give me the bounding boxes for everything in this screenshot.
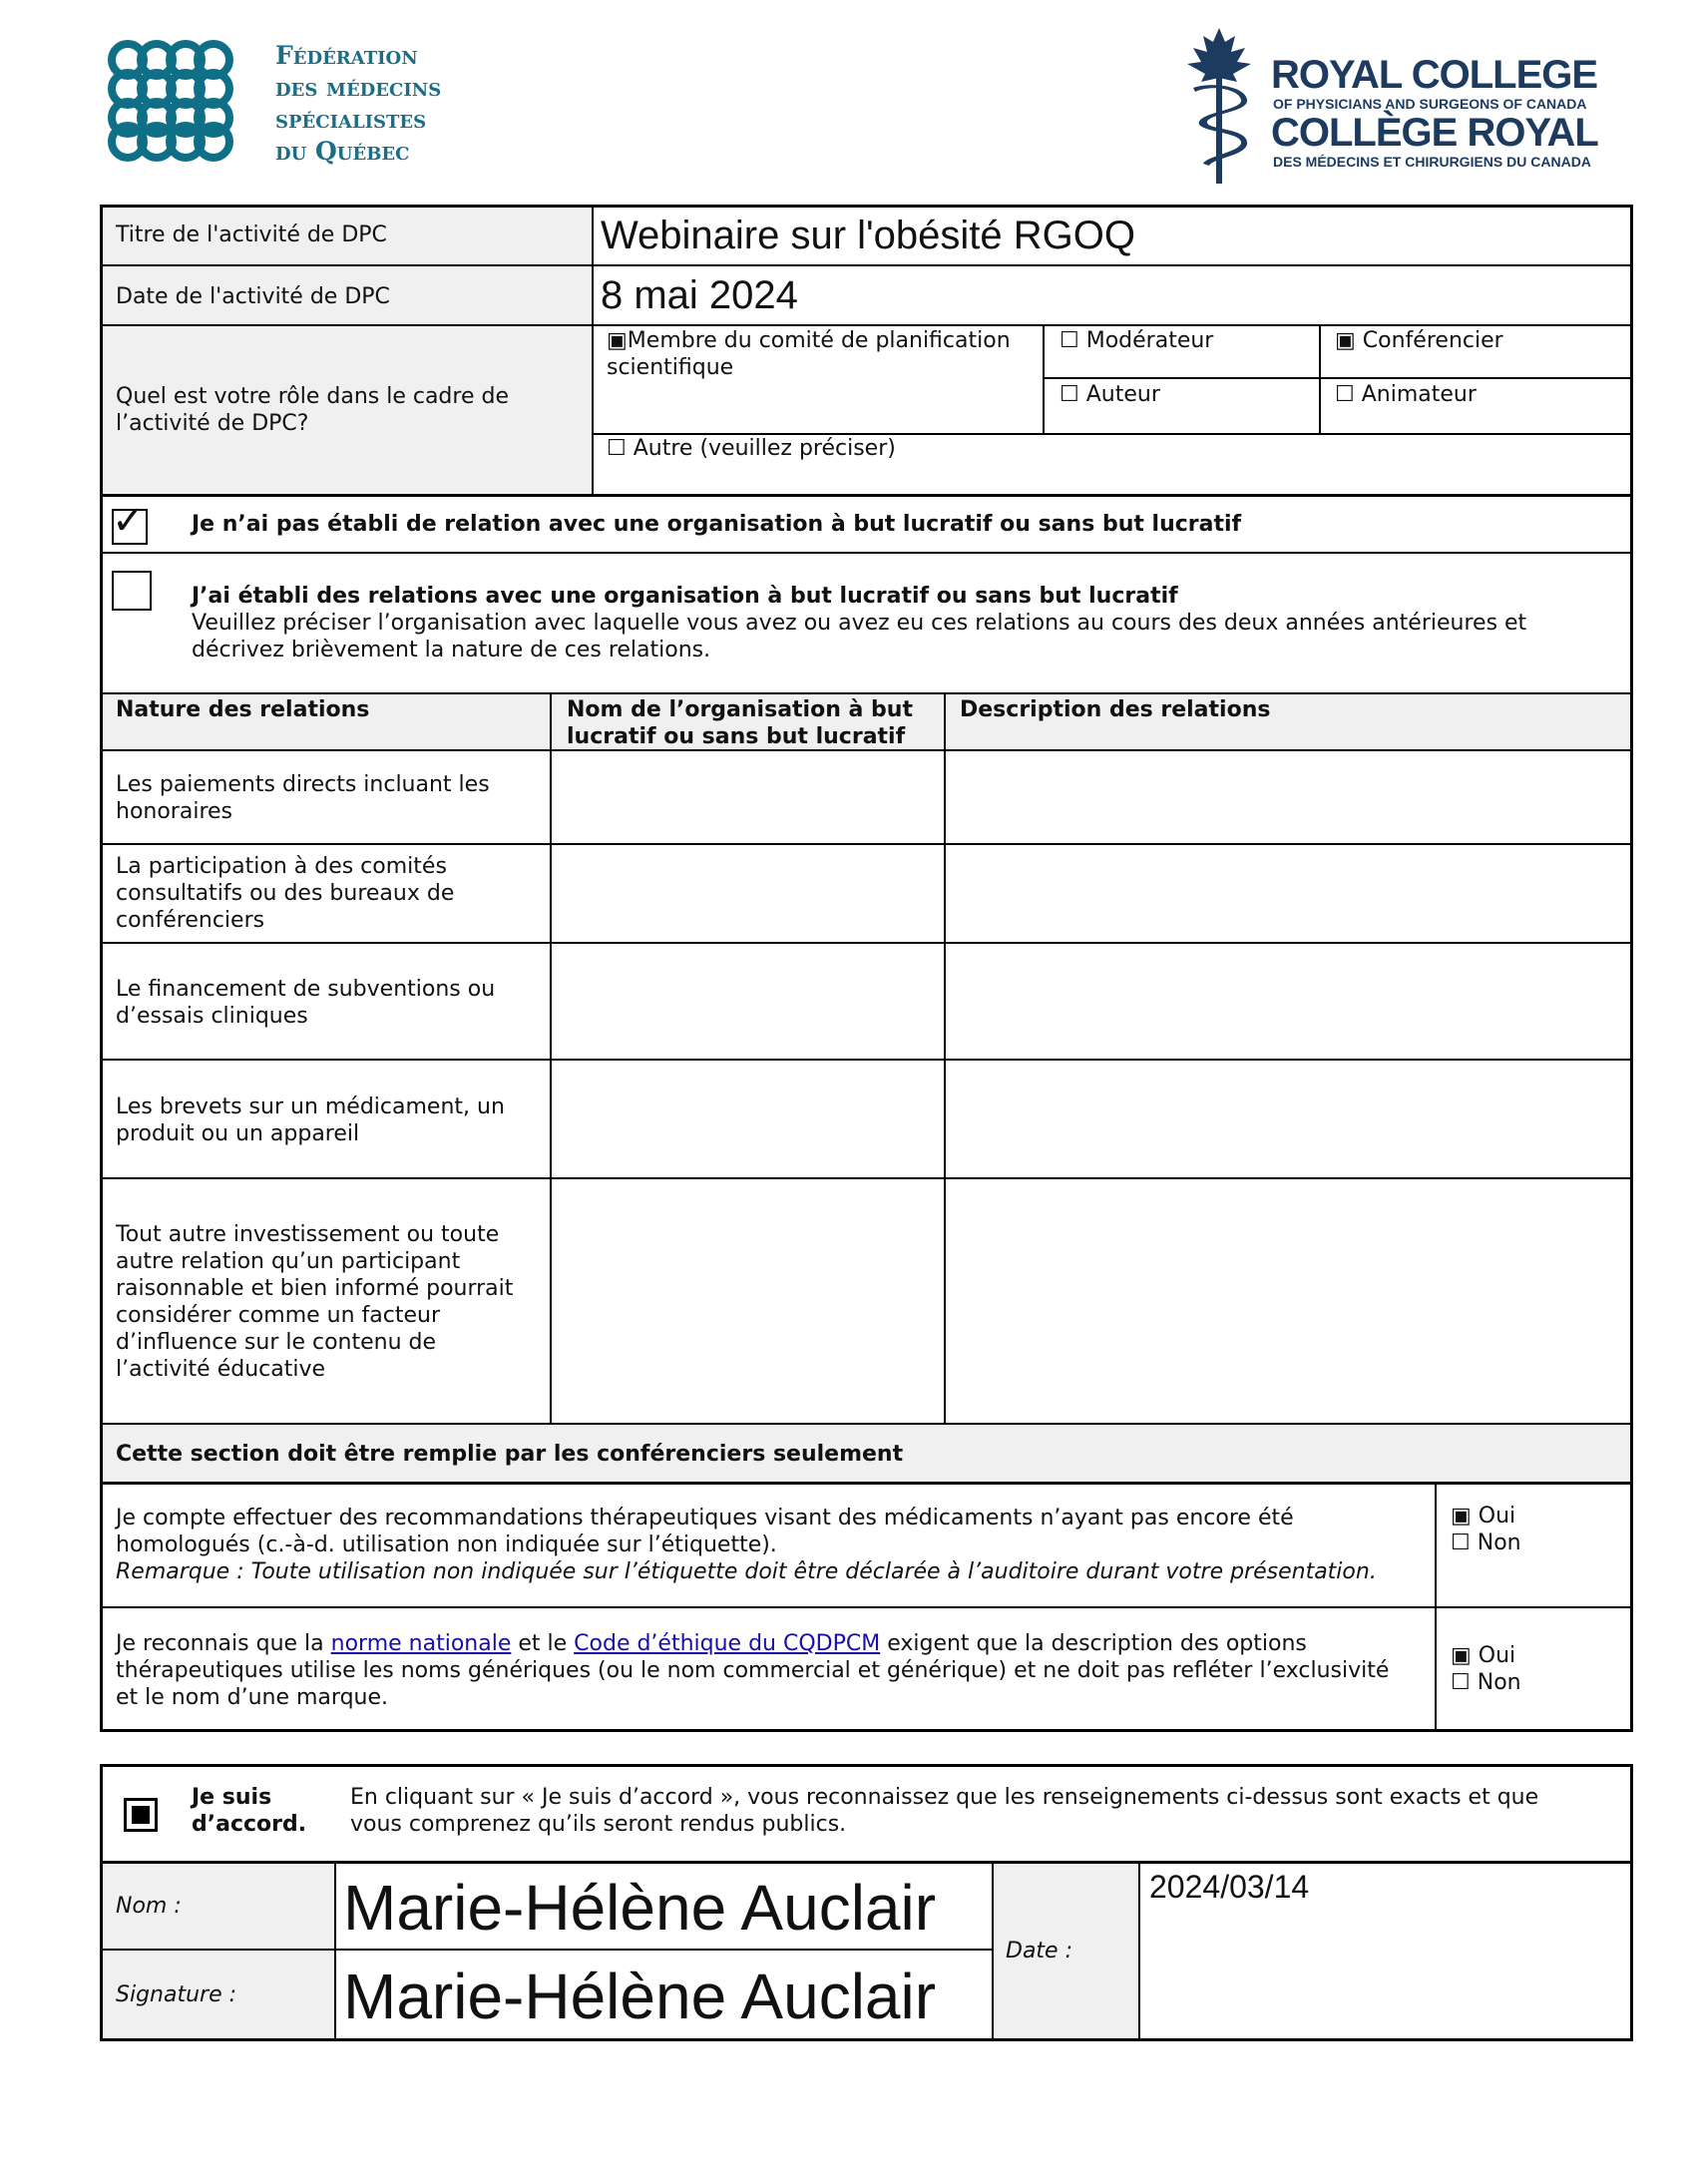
relation-row-label: Les brevets sur un médicament, un produit ou un appareil	[116, 1094, 505, 1146]
role-label-author: Auteur	[1085, 382, 1160, 407]
rc-line4: DES MÉDECINS ET CHIRURGIENS DU CANADA	[1273, 154, 1591, 170]
checkbox-empty-icon[interactable]: ☐	[1060, 328, 1079, 353]
q1-text: Je compte effectuer des recommandations thérapeutiques visant des médicaments n’ayant pas encore été homologués (c.-à-d. utilisation non indiquée sur l’étiquette).	[116, 1506, 1294, 1557]
header-description: Description des relations	[960, 697, 1271, 722]
q1-no-option[interactable]	[1451, 1529, 1521, 1556]
speakers-q2	[116, 1630, 1413, 1711]
no-relation-label: Je n’ai pas établi de relation avec une organisation à but lucratif ou sans but lucratif	[192, 512, 1242, 537]
name-value[interactable]: Marie-Hélène Auclair	[343, 1872, 937, 1944]
checkbox-empty-icon[interactable]: ☐	[1451, 1530, 1471, 1555]
checkbox-empty-icon[interactable]: ☐	[607, 436, 627, 461]
q1-note: Remarque : Toute utilisation non indiquée sur l’étiquette doit être déclarée à l’auditoire durant votre présentation.	[116, 1559, 1377, 1584]
date-label: Date :	[1006, 1939, 1072, 1964]
no-label: Non	[1477, 1530, 1521, 1555]
date-label: Date de l'activité de DPC	[116, 284, 390, 309]
relation-row-label: Le financement de subventions ou d’essais cliniques	[116, 977, 496, 1029]
checkbox-empty-icon[interactable]: ☐	[1335, 382, 1355, 407]
signature-label: Signature :	[116, 1982, 237, 2007]
role-option-other[interactable]	[607, 435, 896, 462]
relation-org-cell[interactable]	[552, 751, 944, 843]
q2-yes-option[interactable]	[1451, 1642, 1521, 1669]
q2-mid: et le	[511, 1631, 575, 1656]
checkbox-checked-icon[interactable]: ▣	[1335, 328, 1356, 353]
title-label: Titre de l'activité de DPC	[116, 222, 387, 247]
title-value[interactable]: Webinaire sur l'obésité RGOQ	[601, 214, 1135, 257]
rc-line2: OF PHYSICIANS AND SURGEONS OF CANADA	[1273, 96, 1587, 112]
fmsq-line: Fédération	[275, 41, 418, 70]
relation-row-label: Tout autre investissement ou toute autre relation qu’un participant raisonnable et bien informé pourrait considérer comme un facteur d’influence sur le contenu de l’activité éducative	[116, 1222, 514, 1382]
role-label-planning: Membre du comité de planification scientifique	[607, 328, 1011, 380]
q2-answers	[1451, 1642, 1521, 1696]
date-value[interactable]: 2024/03/14	[1149, 1869, 1310, 1905]
role-label-other: Autre (veuillez préciser)	[633, 436, 896, 461]
role-option-speaker[interactable]	[1335, 327, 1503, 354]
filled-square-icon	[132, 1806, 150, 1824]
fmsq-emblem-icon	[106, 38, 235, 164]
q1-yes-option[interactable]	[1451, 1503, 1521, 1529]
agree-checkbox[interactable]	[124, 1798, 158, 1832]
yes-label: Oui	[1478, 1504, 1516, 1529]
signature-value[interactable]: Marie-Hélène Auclair	[343, 1961, 937, 2032]
role-label: Quel est votre rôle dans le cadre de l’activité de DPC?	[116, 384, 509, 436]
has-relation-label: J’ai établi des relations avec une organisation à but lucratif ou sans but lucratif	[192, 584, 1178, 609]
role-label-animator: Animateur	[1361, 382, 1477, 407]
relation-desc-cell[interactable]	[946, 751, 1630, 843]
no-label: Non	[1477, 1670, 1521, 1695]
role-label-moderator: Modérateur	[1085, 328, 1214, 353]
fmsq-line: du Québec	[275, 137, 410, 166]
role-option-moderator[interactable]	[1060, 327, 1213, 354]
yes-label: Oui	[1478, 1643, 1516, 1668]
checkbox-empty-icon[interactable]: ☐	[1060, 382, 1079, 407]
checkbox-checked-icon[interactable]: ▣	[1451, 1504, 1472, 1529]
q2-post: exigent que la description des options thérapeutiques utilise les noms génériques (ou le nom commercial et générique) et ne doit pas refléter l’exclusivité et le nom d’une marque.	[116, 1631, 1390, 1710]
fmsq-name	[275, 40, 441, 168]
caduceus-maple-icon	[1183, 28, 1255, 188]
checkmark-icon: ✓	[112, 498, 146, 544]
header-organisation: Nom de l’organisation à but lucratif ou sans but lucratif	[567, 697, 913, 749]
relation-row-label: La participation à des comités consultatifs ou des bureaux de conférenciers	[116, 854, 455, 933]
has-relation-detail: Veuillez préciser l’organisation avec laquelle vous avez ou avez eu ces relations au cours des deux années antérieures et décrivez brièvement la nature de ces relations.	[192, 611, 1527, 662]
fmsq-line: spécialistes	[275, 105, 427, 134]
date-value[interactable]: 8 mai 2024	[601, 273, 798, 317]
rc-line1: ROYAL COLLEGE	[1271, 53, 1598, 97]
agree-text: En cliquant sur « Je suis d’accord », vous reconnaissez que les renseignements ci-dessus sont exacts et que vous comprenez qu’ils seront rendus publics.	[350, 1785, 1539, 1837]
role-option-animator[interactable]	[1335, 381, 1477, 408]
checkbox-checked-icon[interactable]: ▣	[607, 328, 628, 353]
national-standard-link[interactable]: norme nationale	[330, 1631, 512, 1656]
q2-no-option[interactable]	[1451, 1669, 1521, 1696]
header-nature: Nature des relations	[116, 697, 370, 722]
q1-answers	[1451, 1503, 1521, 1556]
rc-line3: COLLÈGE ROYAL	[1271, 111, 1598, 155]
role-option-planning[interactable]	[607, 327, 1036, 381]
checkbox-checked-icon[interactable]: ▣	[1451, 1643, 1472, 1668]
ethics-code-link[interactable]: Code d’éthique du CQDPCM	[574, 1631, 881, 1656]
q2-pre: Je reconnais que la	[116, 1631, 331, 1656]
speakers-header: Cette section doit être remplie par les conférenciers seulement	[116, 1442, 904, 1467]
name-label: Nom :	[116, 1894, 182, 1919]
no-relation-checkbox[interactable]	[112, 498, 148, 545]
speakers-q1	[116, 1505, 1413, 1585]
has-relation-checkbox[interactable]	[112, 571, 152, 611]
agree-label: Je suis d’accord.	[192, 1785, 307, 1837]
role-option-author[interactable]	[1060, 381, 1160, 408]
fmsq-line: des médecins	[275, 73, 442, 102]
relation-row-label: Les paiements directs incluant les honoraires	[116, 772, 490, 824]
checkbox-empty-icon[interactable]: ☐	[1451, 1670, 1471, 1695]
role-label-speaker: Conférencier	[1362, 328, 1503, 353]
